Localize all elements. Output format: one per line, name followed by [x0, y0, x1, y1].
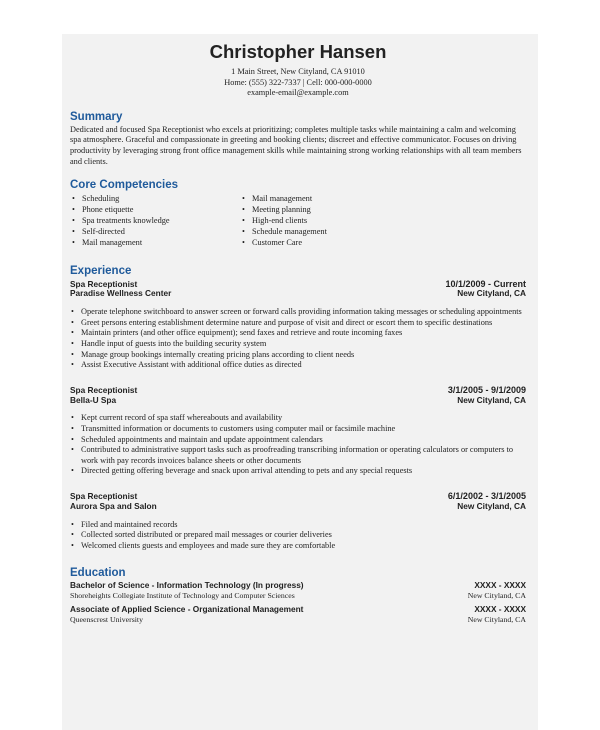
- education-dates: XXXX - XXXX: [474, 580, 526, 591]
- job-dates: 10/1/2009 - Current: [445, 278, 526, 289]
- resume-content: [70, 34, 526, 624]
- phone-numbers: Home: (555) 322-7337 | Cell: 000-000-0000: [224, 77, 372, 87]
- resume-page: [62, 34, 538, 730]
- duty-item: • Scheduled appointments and maintain and update appointment calendars: [70, 435, 529, 446]
- job-header: [70, 492, 526, 512]
- school: Queenscrest University: [70, 614, 143, 624]
- job-company: Aurora Spa and Salon: [70, 500, 157, 511]
- job-location: New Cityland, CA: [457, 288, 526, 299]
- job-header: [70, 386, 526, 406]
- job-role: Spa Receptionist: [70, 384, 138, 395]
- duty-item: • Directed getting offering beverage and snack upon arrival attending to pets and any special requests: [70, 466, 529, 477]
- job-role: Spa Receptionist: [70, 278, 138, 289]
- competencies-heading: Core Competencies: [70, 179, 179, 192]
- duty-item: • Handle input of guests into the building security system: [70, 339, 529, 350]
- education-heading: Education: [70, 567, 126, 580]
- school: Shoreheights Collegiate Institute of Technology and Computer Sciences: [70, 590, 295, 600]
- address: 1 Main Street, New Cityland, CA 91010: [231, 67, 365, 76]
- contact-block: [70, 67, 526, 99]
- summary-heading: Summary: [70, 110, 123, 123]
- job-location: New Cityland, CA: [457, 394, 526, 405]
- job-entry: [70, 280, 526, 371]
- job-dates: 3/1/2005 - 9/1/2009: [447, 384, 526, 395]
- competency-item: • Spa treatments knowledge: [70, 216, 240, 227]
- job-entry: [70, 386, 526, 477]
- job-header: [70, 280, 526, 300]
- job-duties: [70, 413, 526, 477]
- duty-item: • Maintain printers (and other office equipment); send faxes and retrieve and route incoming faxes: [70, 328, 529, 339]
- education-dates: XXXX - XXXX: [474, 603, 526, 614]
- job-location: New Cityland, CA: [457, 500, 526, 511]
- competencies-grid: [70, 194, 526, 249]
- job-duties: [70, 307, 526, 371]
- summary-text: Dedicated and focused Spa Receptionist who excels at prioritizing; completes multiple tasks while maintaining a calm and welcoming spa atmosphere. Graceful and compassionate in greeting and booking clients; discreet and effective communicator. Focuses on driving productivity by leveraging strong front office management skills while maintaining strong working relationships with all team members and clients.: [70, 124, 522, 166]
- competency-item: • Mail management: [240, 194, 410, 205]
- education-location: New Cityland, CA: [467, 590, 526, 600]
- competency-item: • Phone etiquette: [70, 205, 240, 216]
- competencies-right: [240, 194, 410, 249]
- competency-item: • Self-directed: [70, 227, 240, 238]
- competency-item: • Schedule management: [240, 227, 410, 238]
- education-location: New Cityland, CA: [467, 614, 526, 624]
- candidate-name: Christopher Hansen: [209, 41, 387, 62]
- job-company: Paradise Wellness Center: [70, 288, 172, 299]
- duty-item: • Collected sorted distributed or prepared mail messages or courier deliveries: [70, 530, 529, 541]
- duty-item: • Manage group bookings internally creating pricing plans according to client needs: [70, 350, 529, 361]
- education-entry: [70, 581, 526, 600]
- experience-heading: Experience: [70, 264, 132, 277]
- competency-item: • High-end clients: [240, 216, 410, 227]
- duty-item: • Greet persons entering establishment determine nature and purpose of visit and direct or escort them to specific destinations: [70, 318, 529, 329]
- job-duties: [70, 520, 526, 552]
- degree: Associate of Applied Science - Organizational Management: [70, 603, 304, 614]
- competency-item: • Customer Care: [240, 238, 410, 249]
- duty-item: • Operate telephone switchboard to answer screen or forward calls providing information taking messages or scheduling appointments: [70, 307, 529, 318]
- duty-item: • Contributed to administrative support tasks such as proofreading transcribing information or operating calculators or computers to work with pay records invoices balance sheets or other documents: [70, 445, 529, 466]
- duty-item: • Assist Executive Assistant with additional office duties as directed: [70, 360, 529, 371]
- competency-item: • Meeting planning: [240, 205, 410, 216]
- duty-item: • Welcomed clients guests and employees and made sure they are comfortable: [70, 541, 529, 552]
- email: example-email@example.com: [247, 88, 349, 98]
- education-entry: [70, 605, 526, 624]
- job-role: Spa Receptionist: [70, 491, 138, 501]
- duty-item: • Filed and maintained records: [70, 520, 529, 531]
- duty-item: • Transmitted information or documents to customers using computer mail or facsimile machine: [70, 424, 529, 435]
- job-dates: 6/1/2002 - 3/1/2005: [447, 491, 526, 501]
- competencies-left: [70, 194, 240, 249]
- job-company: Bella-U Spa: [70, 394, 117, 405]
- duty-item: • Kept current record of spa staff whereabouts and availability: [70, 413, 529, 424]
- competency-item: • Scheduling: [70, 194, 240, 205]
- competency-item: • Mail management: [70, 238, 240, 249]
- degree: Bachelor of Science - Information Technology (In progress): [70, 580, 304, 591]
- job-entry: [70, 492, 526, 551]
